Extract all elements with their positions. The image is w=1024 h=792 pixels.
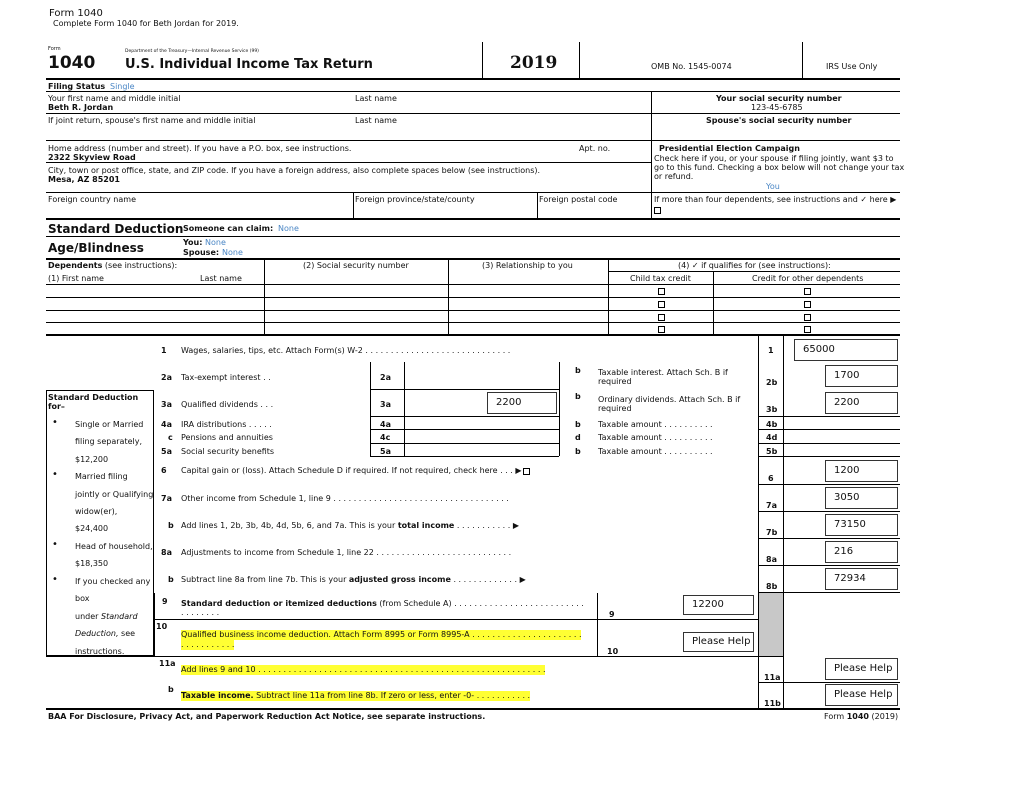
line-4d-ref: 4d [766,433,778,442]
sidebar-married-2: jointly or Qualifying [75,490,154,499]
line-7b-ref: 7b [766,528,778,537]
spouse-label: Spouse: [183,248,220,257]
omb-number: OMB No. 1545-0074 [651,62,732,71]
sidebar-title: Standard Deduction [48,393,139,402]
campaign-text-3: or refund. [654,172,694,181]
dependents-col-child-tax-credit: Child tax credit [630,274,691,283]
line-7a-label: Other income from Schedule 1, line 9 . . . . . . . . . . . . . . . . . . . . . . . . . . . . . . . . . . . [181,494,509,503]
line-2b-label: Taxable interest. Attach Sch. B if [598,368,728,377]
sidebar-single-3: $12,200 [75,455,109,464]
line-1-ref: 1 [768,346,774,355]
line-11b-label: Taxable income. Subtract line 11a from line 8b. If zero or less, enter -0- . . . . . . . . . . . [181,691,531,700]
footer-form-label: Form 1040 (2019) [824,712,899,721]
line-9-ref: 9 [609,610,615,619]
line-4c-label: Pensions and annuities [181,433,273,442]
line-6-ref: 6 [768,474,774,483]
bullet-icon: • [52,539,58,550]
line-4a-ref: 4a [380,420,391,429]
line-4b-label: Taxable amount . . . . . . . . . . [598,420,713,429]
line-5a-label: Social security benefits [181,447,275,456]
line-11a-ref: 11a [764,673,781,682]
line-8a-number: 8a [161,548,172,557]
someone-can-claim-label: Someone can claim: [183,224,274,233]
foreign-country-label: Foreign country name [48,195,136,204]
line-2b-taxable-interest-input[interactable]: 1700 [825,365,898,387]
sidebar-single-1: Single or Married [75,420,144,429]
foreign-province-label: Foreign province/state/county [355,195,475,204]
dependent-1-child-credit-checkbox[interactable] [658,288,665,295]
dependent-1-other-credit-checkbox[interactable] [804,288,811,295]
line-8b-number: b [168,575,174,584]
line-11b-ref: 11b [764,699,781,708]
line-7b-label: Add lines 1, 2b, 3b, 4b, 4d, 5b, 6, and 7a. This is your total income . . . . . . . . . . . ▶ [181,521,519,530]
line-6-label: Capital gain or (loss). Attach Schedule D if required. If not required, check here . . . ▶ [181,466,522,475]
line-7a-other-income-input[interactable]: 3050 [825,487,898,509]
city-label: City, town or post office, state, and ZIP code. If you have a foreign address, also complete spaces below (see instructions). [48,166,541,175]
campaign-title: Presidential Election Campaign [659,144,800,153]
line-8a-label: Adjustments to income from Schedule 1, line 22 . . . . . . . . . . . . . . . . . . . . . . . . . . . [181,548,512,557]
line-1-wages-input[interactable]: 65000 [794,339,898,361]
sidebar-checked-5: instructions. [75,647,125,656]
you-label: You: [183,238,203,247]
spouse-value[interactable]: None [222,248,243,257]
page-heading: Form 1040 [49,8,103,19]
sidebar-checked-3: under Standard [75,612,138,621]
line-3b-ref: 3b [766,405,778,414]
sidebar-married-4: $24,400 [75,524,109,533]
sidebar-single-2: filing separately, [75,437,142,446]
dependent-2-other-credit-checkbox[interactable] [804,301,811,308]
sidebar-checked-4: Deduction, see [75,629,136,638]
line-4b-ref: 4b [766,420,778,429]
ssn-label: Your social security number [716,94,842,103]
line-8b-agi-input[interactable]: 72934 [825,568,898,590]
line-2b-label-2: required [598,377,632,386]
line-7a-number: 7a [161,494,172,503]
line-10-ref: 10 [607,647,619,656]
dependents-col-qualifies: (4) ✓ if qualifies for (see instructions): [678,261,831,270]
sidebar-head-2: $18,350 [75,559,109,568]
line-9-10-shaded-cell [759,593,783,656]
bullet-icon: • [52,417,58,428]
bullet-icon: • [52,574,58,585]
line-6-number: 6 [161,466,167,475]
line-11b-taxable-income-input[interactable]: Please Help [825,684,898,706]
age-blindness-title: Age/Blindness [48,241,144,255]
first-name-label: Your first name and middle initial [48,94,181,103]
you-value[interactable]: None [205,238,226,247]
line-1-label: Wages, salaries, tips, etc. Attach Form(s) W-2 . . . . . . . . . . . . . . . . . . . . . . . . . . . . . [181,346,511,355]
dependents-col-first-name: (1) First name [48,274,104,283]
line-11b-number: b [168,685,174,694]
campaign-text-2: go to this fund. Checking a box below will not change your tax [654,163,905,172]
line-4a-number: 4a [161,420,172,429]
line-3a-label: Qualified dividends . . . [181,400,274,409]
dependent-3-other-credit-checkbox[interactable] [804,314,811,321]
city-value[interactable]: Mesa, AZ 85201 [48,175,120,184]
line-5b-label: Taxable amount . . . . . . . . . . [598,447,713,456]
spouse-first-name-label: If joint return, spouse's first name and middle initial [48,116,256,125]
dependents-col-ssn: (2) Social security number [303,261,409,270]
line-6-checkbox[interactable] [523,468,530,475]
sidebar-checked-2: box [75,594,90,603]
line-4c-ref: 4c [380,433,391,442]
dependents-col-last-name: Last name [200,274,242,283]
line-6-capital-gain-input[interactable]: 1200 [825,460,898,482]
dependents-checkbox[interactable] [654,207,661,214]
line-2b-ref: 2b [766,378,778,387]
dependent-4-other-credit-checkbox[interactable] [804,326,811,333]
filing-status-value[interactable]: Single [110,82,135,91]
dependents-label: Dependents (see instructions): [48,261,178,270]
campaign-text-1: Check here if you, or your spouse if filing jointly, want $3 to [654,154,894,163]
line-4b-letter: b [575,420,581,429]
sidebar-title-2: for– [48,402,65,411]
form-title: U.S. Individual Income Tax Return [125,57,373,72]
line-7b-number: b [168,521,174,530]
line-10-number: 10 [156,622,168,631]
department-label: Department of the Treasury—Internal Revenue Service (99) [125,49,259,54]
line-4d-letter: d [575,433,581,442]
line-10-label-2: . . . . . . . . . . . [181,640,235,649]
line-4a-label: IRA distributions . . . . . [181,420,272,429]
line-2b-letter: b [575,366,581,375]
footer-notice: BAA For Disclosure, Privacy Act, and Paperwork Reduction Act Notice, see separate instructions. [48,712,486,721]
line-9-number: 9 [162,597,168,606]
line-2a-label: Tax-exempt interest . . [181,373,271,382]
line-5a-number: 5a [161,447,172,456]
line-5b-ref: 5b [766,447,778,456]
someone-can-claim-value[interactable]: None [278,224,299,233]
line-9-standard-deduction-input[interactable]: 12200 [683,595,754,615]
line-5b-letter: b [575,447,581,456]
sidebar-married-1: Married filing [75,472,128,481]
campaign-value[interactable]: You [766,182,780,191]
line-8a-adjustments-input[interactable]: 216 [825,541,898,563]
sidebar-checked-1: If you checked any [75,577,151,586]
irs-use-only: IRS Use Only [826,62,878,71]
line-10-label: Qualified business income deduction. Attach Form 8995 or Form 8995-A . . . . . . . . . . . . . . . . . . . . . . [181,630,582,639]
line-3a-number: 3a [161,400,172,409]
first-name-value[interactable]: Beth R. Jordan [48,103,114,112]
dependent-2-child-credit-checkbox[interactable] [658,301,665,308]
standard-deduction-title: Standard Deduction [48,222,184,236]
foreign-postal-label: Foreign postal code [539,195,618,204]
page-subheading: Complete Form 1040 for Beth Jordan for 2019. [53,19,239,28]
line-3a-qualified-dividends-input[interactable]: 2200 [487,392,557,414]
line-3b-ordinary-dividends-input[interactable]: 2200 [825,392,898,414]
line-7b-total-income-input[interactable]: 73150 [825,514,898,536]
line-8b-ref: 8b [766,582,778,591]
dependent-3-child-credit-checkbox[interactable] [658,314,665,321]
line-1-number: 1 [161,346,167,355]
home-address-value[interactable]: 2322 Skyview Road [48,153,136,162]
dependents-col-relationship: (3) Relationship to you [482,261,573,270]
sidebar-head-1: Head of household, [75,542,153,551]
line-2a-ref: 2a [380,373,391,382]
line-11a-total-deductions-input[interactable]: Please Help [825,658,898,680]
tax-year: 2019 [510,53,558,73]
form-number: 1040 [48,53,96,73]
line-9-label: Standard deduction or itemized deductions (from Schedule A) . . . . . . . . . . . . . . . . . . . . . . . . . . [181,599,584,608]
line-3b-label: Ordinary dividends. Attach Sch. B if [598,395,741,404]
line-8a-ref: 8a [766,555,777,564]
line-3a-ref: 3a [380,400,391,409]
home-address-label: Home address (number and street). If you have a P.O. box, see instructions. [48,144,352,153]
dependents-note: If more than four dependents, see instructions and ✓ here ▶ [654,195,897,204]
line-2a-number: 2a [161,373,172,382]
line-9-label-2: . . . . . . . . [181,608,220,617]
last-name-label: Last name [355,94,397,103]
line-3b-letter: b [575,392,581,401]
line-3b-label-2: required [598,404,632,413]
line-4c-number: c [168,433,173,442]
line-11a-label: Add lines 9 and 10 . . . . . . . . . . . . . . . . . . . . . . . . . . . . . . . . . . . . . . . . . . . . . . . . . . . . . . . . . [181,665,546,674]
line-4d-label: Taxable amount . . . . . . . . . . [598,433,713,442]
bullet-icon: • [52,469,58,480]
dependents-col-other-credit: Credit for other dependents [752,274,864,283]
line-11a-number: 11a [159,659,176,668]
line-10-qbi-deduction-input[interactable]: Please Help [683,632,754,652]
line-7a-ref: 7a [766,501,777,510]
form-small-label: Form [48,46,61,52]
spouse-last-name-label: Last name [355,116,397,125]
spouse-ssn-label: Spouse's social security number [706,116,852,125]
line-8b-label: Subtract line 8a from line 7b. This is your adjusted gross income . . . . . . . . . . . . . ▶ [181,575,526,584]
ssn-value[interactable]: 123-45-6785 [751,103,803,112]
filing-status-label: Filing Status [48,82,106,91]
apt-number-label: Apt. no. [579,144,611,153]
dependent-4-child-credit-checkbox[interactable] [658,326,665,333]
sidebar-married-3: widow(er), [75,507,118,516]
line-5a-ref: 5a [380,447,391,456]
